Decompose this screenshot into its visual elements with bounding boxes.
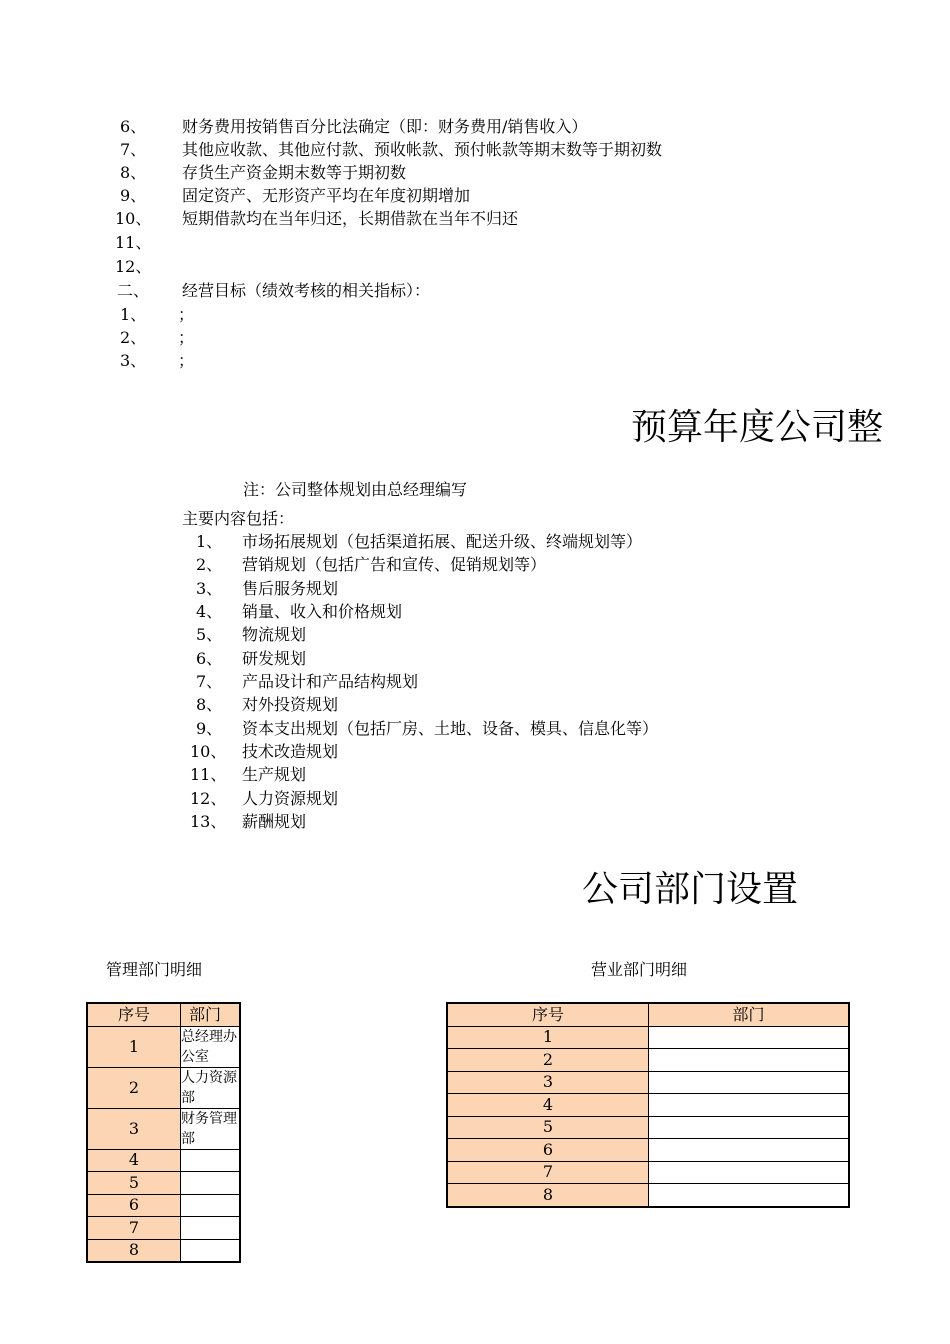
row-no: 1 <box>447 1026 649 1049</box>
row-no: 2 <box>87 1067 181 1108</box>
item-number: 9、 <box>120 186 147 205</box>
row-no: 8 <box>447 1184 649 1207</box>
item-number: 11、 <box>190 765 227 784</box>
item-text: 技术改造规划 <box>242 742 339 761</box>
item-text: 研发规划 <box>242 649 307 668</box>
sales-caption: 营业部门明细 <box>591 960 688 979</box>
row-no: 4 <box>87 1149 181 1172</box>
item-number: 6、 <box>196 649 223 668</box>
row-dept[interactable] <box>649 1184 850 1207</box>
table-row <box>447 1139 849 1162</box>
row-dept[interactable]: 人力资源部 <box>181 1067 241 1108</box>
table-header-row <box>447 1003 849 1026</box>
row-no: 1 <box>87 1026 181 1067</box>
item-number: 10、 <box>190 742 227 761</box>
table-row <box>87 1194 240 1217</box>
sales-department-table <box>446 1002 850 1208</box>
item-number: 5、 <box>196 625 223 644</box>
table-row <box>447 1049 849 1072</box>
item-text: 财务费用按销售百分比法确定（即：财务费用/销售收入） <box>182 117 588 136</box>
table-row <box>87 1108 240 1149</box>
row-dept[interactable] <box>181 1217 241 1240</box>
item-text: 资本支出规划（包括厂房、土地、设备、模具、信息化等） <box>242 719 659 738</box>
table-row <box>87 1026 240 1067</box>
item-text: 营销规划（包括广告和宣传、促销规划等） <box>242 555 547 574</box>
item-number: 3、 <box>196 579 223 598</box>
departments-title: 公司部门设置 <box>582 869 799 910</box>
item-number: 1、 <box>196 532 223 551</box>
table-row <box>87 1149 240 1172</box>
row-no: 7 <box>447 1161 649 1184</box>
item-text: 产品设计和产品结构规划 <box>242 672 419 691</box>
item-number: 12、 <box>115 257 152 276</box>
row-dept[interactable] <box>649 1049 850 1072</box>
item-number: 6、 <box>120 117 147 136</box>
item-text: ； <box>178 351 195 370</box>
row-no: 5 <box>87 1172 181 1195</box>
table-header-row <box>87 1003 240 1026</box>
item-text: 对外投资规划 <box>242 695 339 714</box>
item-text: ； <box>178 305 195 324</box>
table-row <box>447 1094 849 1117</box>
item-text: 生产规划 <box>242 765 307 784</box>
row-dept[interactable] <box>649 1026 850 1049</box>
header-no: 序号 <box>87 1003 181 1026</box>
row-dept[interactable] <box>649 1094 850 1117</box>
table-row <box>87 1217 240 1240</box>
table-row <box>447 1161 849 1184</box>
item-text: 存货生产资金期末数等于期初数 <box>182 163 407 182</box>
row-no: 6 <box>87 1194 181 1217</box>
row-no: 8 <box>87 1239 181 1262</box>
item-text: 人力资源规划 <box>242 789 339 808</box>
section-heading: 经营目标（绩效考核的相关指标）： <box>182 281 431 300</box>
header-dept: 部门 <box>649 1003 850 1026</box>
table-row <box>87 1172 240 1195</box>
row-no: 4 <box>447 1094 649 1117</box>
table-row <box>87 1067 240 1108</box>
item-text: 售后服务规划 <box>242 579 339 598</box>
item-number: 1、 <box>120 305 147 324</box>
item-number: 8、 <box>196 695 223 714</box>
item-text: 固定资产、无形资产平均在年度初期增加 <box>182 186 471 205</box>
item-number: 7、 <box>196 672 223 691</box>
item-text: ； <box>178 328 195 347</box>
item-number: 11、 <box>115 233 152 252</box>
row-dept[interactable] <box>181 1239 241 1262</box>
row-no: 3 <box>447 1071 649 1094</box>
row-dept[interactable] <box>649 1116 850 1139</box>
row-no: 3 <box>87 1108 181 1149</box>
item-text: 短期借款均在当年归还，长期借款在当年不归还 <box>182 209 519 228</box>
item-number: 4、 <box>196 602 223 621</box>
row-dept[interactable] <box>181 1149 241 1172</box>
row-dept[interactable] <box>181 1194 241 1217</box>
item-number: 7、 <box>120 140 147 159</box>
header-no: 序号 <box>447 1003 649 1026</box>
table-row <box>87 1239 240 1262</box>
header-dept: 部门 <box>181 1003 241 1026</box>
row-no: 5 <box>447 1116 649 1139</box>
row-dept[interactable]: 财务管理部 <box>181 1108 241 1149</box>
row-dept[interactable] <box>649 1139 850 1162</box>
item-number: 10、 <box>115 209 152 228</box>
item-number: 12、 <box>190 789 227 808</box>
item-number: 13、 <box>190 812 227 831</box>
row-dept[interactable]: 总经理办公室 <box>181 1026 241 1067</box>
item-text: 薪酬规划 <box>242 812 307 831</box>
item-text: 市场拓展规划（包括渠道拓展、配送升级、终端规划等） <box>242 532 643 551</box>
section-number: 二、 <box>117 281 150 300</box>
item-number: 3、 <box>120 351 147 370</box>
item-number: 8、 <box>120 163 147 182</box>
row-dept[interactable] <box>649 1071 850 1094</box>
management-caption: 管理部门明细 <box>106 960 203 979</box>
plan-note: 注：公司整体规划由总经理编写 <box>243 480 468 499</box>
item-text: 物流规划 <box>242 625 307 644</box>
item-text: 销量、收入和价格规划 <box>242 602 403 621</box>
row-dept[interactable] <box>181 1172 241 1195</box>
item-text: 其他应收款、其他应付款、预收帐款、预付帐款等期末数等于期初数 <box>182 140 663 159</box>
table-row <box>447 1184 849 1207</box>
row-dept[interactable] <box>649 1161 850 1184</box>
table-row <box>447 1116 849 1139</box>
management-department-table <box>86 1002 241 1263</box>
table-row <box>447 1071 849 1094</box>
item-number: 2、 <box>120 328 147 347</box>
item-number: 2、 <box>196 555 223 574</box>
plan-title: 预算年度公司整 <box>631 407 884 448</box>
item-number: 9、 <box>196 719 223 738</box>
row-no: 7 <box>87 1217 181 1240</box>
table-row <box>447 1026 849 1049</box>
plan-intro: 主要内容包括： <box>182 509 295 528</box>
row-no: 6 <box>447 1139 649 1162</box>
row-no: 2 <box>447 1049 649 1072</box>
